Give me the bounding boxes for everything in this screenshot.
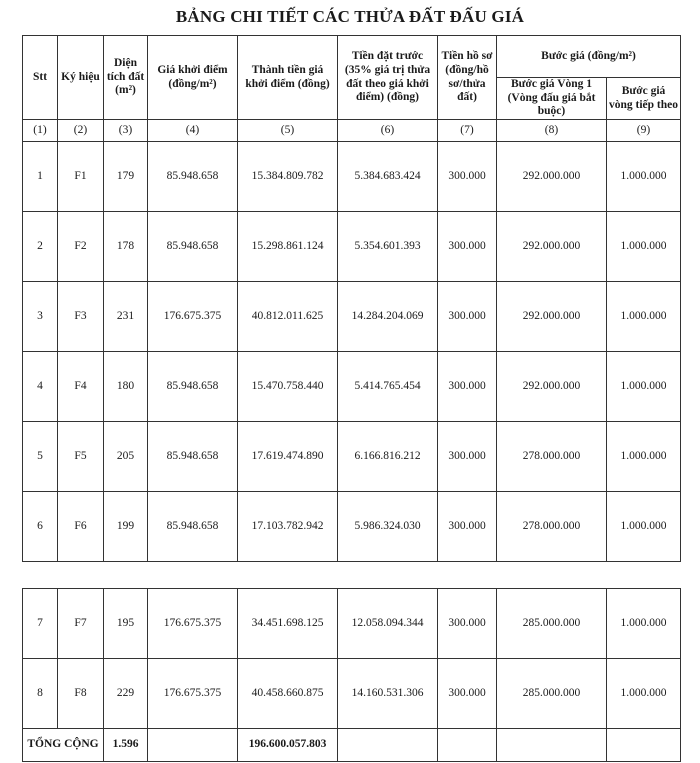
- total-row: [23, 729, 681, 762]
- total-amount: 196.600.057.803: [238, 729, 338, 762]
- column-number-cell: (4): [148, 120, 238, 142]
- table-cell: 4: [23, 352, 58, 422]
- table-cell: 1.000.000: [607, 492, 681, 562]
- total-empty-cell: [338, 729, 438, 762]
- table-cell: 15.298.861.124: [238, 212, 338, 282]
- table-cell: F1: [58, 142, 104, 212]
- table-cell: 285.000.000: [497, 589, 607, 659]
- table-cell: 12.058.094.344: [338, 589, 438, 659]
- header-buoc-gia: Bước giá (đồng/m²): [497, 36, 681, 78]
- table-row: [23, 282, 681, 352]
- table-row: [23, 212, 681, 282]
- column-number-cell: (9): [607, 120, 681, 142]
- table-cell: 17.103.782.942: [238, 492, 338, 562]
- table-cell: 176.675.375: [148, 589, 238, 659]
- table-cell: F2: [58, 212, 104, 282]
- table-cell: 178: [104, 212, 148, 282]
- table-cell: 5.354.601.393: [338, 212, 438, 282]
- table-cell: 85.948.658: [148, 212, 238, 282]
- table-cell: 180: [104, 352, 148, 422]
- column-number-cell: (1): [23, 120, 58, 142]
- table-body-page-1: [23, 142, 681, 562]
- table-cell: F6: [58, 492, 104, 562]
- table-cell: 5.986.324.030: [338, 492, 438, 562]
- table-cell: 300.000: [438, 422, 497, 492]
- table-cell: 278.000.000: [497, 492, 607, 562]
- header-thanh-tien: Thành tiền giá khởi điểm (đồng): [238, 36, 338, 120]
- table-cell: 6: [23, 492, 58, 562]
- header-buoc-gia-vong-1: Bước giá Vòng 1 (Vòng đấu giá bắt buộc): [497, 78, 607, 120]
- table-body-page-2: [23, 589, 681, 729]
- table-cell: 3: [23, 282, 58, 352]
- table-cell: 292.000.000: [497, 142, 607, 212]
- table-cell: F5: [58, 422, 104, 492]
- table-cell: 5: [23, 422, 58, 492]
- table-cell: 5.414.765.454: [338, 352, 438, 422]
- table-cell: 1.000.000: [607, 422, 681, 492]
- table-cell: 85.948.658: [148, 492, 238, 562]
- header-ky-hieu: Ký hiệu: [58, 36, 104, 120]
- table-cell: 300.000: [438, 352, 497, 422]
- table-cell: 17.619.474.890: [238, 422, 338, 492]
- auction-table-page-1: [22, 35, 681, 562]
- table-cell: 1.000.000: [607, 212, 681, 282]
- table-cell: 1.000.000: [607, 352, 681, 422]
- table-row: [23, 659, 681, 729]
- table-cell: 278.000.000: [497, 422, 607, 492]
- table-cell: 1.000.000: [607, 659, 681, 729]
- table-cell: 300.000: [438, 212, 497, 282]
- table-cell: 292.000.000: [497, 282, 607, 352]
- table-cell: 205: [104, 422, 148, 492]
- table-cell: 285.000.000: [497, 659, 607, 729]
- column-number-cell: (2): [58, 120, 104, 142]
- total-label: TỔNG CỘNG: [23, 729, 104, 762]
- table-row: [23, 422, 681, 492]
- table-cell: 1: [23, 142, 58, 212]
- total-empty-cell: [438, 729, 497, 762]
- table-row: [23, 589, 681, 659]
- table-cell: 2: [23, 212, 58, 282]
- table-cell: 85.948.658: [148, 352, 238, 422]
- table-cell: 300.000: [438, 659, 497, 729]
- table-cell: 300.000: [438, 282, 497, 352]
- column-number-cell: (8): [497, 120, 607, 142]
- total-empty-cell: [148, 729, 238, 762]
- column-number-row: [23, 120, 681, 142]
- total-empty-cell: [607, 729, 681, 762]
- table-cell: 14.284.204.069: [338, 282, 438, 352]
- table-cell: 8: [23, 659, 58, 729]
- table-row: [23, 142, 681, 212]
- table-row: [23, 352, 681, 422]
- header-gia-khoi-diem: Giá khởi điểm (đồng/m²): [148, 36, 238, 120]
- header-dien-tich: Diện tích đất (m²): [104, 36, 148, 120]
- table-cell: 231: [104, 282, 148, 352]
- table-cell: 195: [104, 589, 148, 659]
- table-cell: 176.675.375: [148, 659, 238, 729]
- table-cell: 6.166.816.212: [338, 422, 438, 492]
- header-buoc-gia-tiep-theo: Bước giá vòng tiếp theo: [607, 78, 681, 120]
- table-cell: 1.000.000: [607, 142, 681, 212]
- header-tien-dat-truoc: Tiền đặt trước (35% giá trị thửa đất theo giá khởi điểm) (đồng): [338, 36, 438, 120]
- total-empty-cell: [497, 729, 607, 762]
- table-cell: 179: [104, 142, 148, 212]
- table-cell: 1.000.000: [607, 282, 681, 352]
- column-number-cell: (3): [104, 120, 148, 142]
- table-cell: 85.948.658: [148, 142, 238, 212]
- table-cell: 5.384.683.424: [338, 142, 438, 212]
- table-cell: 292.000.000: [497, 212, 607, 282]
- table-cell: 300.000: [438, 492, 497, 562]
- table-cell: F8: [58, 659, 104, 729]
- table-cell: 14.160.531.306: [338, 659, 438, 729]
- table-cell: 85.948.658: [148, 422, 238, 492]
- table-cell: 7: [23, 589, 58, 659]
- table-cell: 40.812.011.625: [238, 282, 338, 352]
- table-row: [23, 492, 681, 562]
- table-cell: 34.451.698.125: [238, 589, 338, 659]
- table-cell: 15.470.758.440: [238, 352, 338, 422]
- table-cell: 40.458.660.875: [238, 659, 338, 729]
- table-cell: 300.000: [438, 589, 497, 659]
- total-area: 1.596: [104, 729, 148, 762]
- column-number-cell: (7): [438, 120, 497, 142]
- table-cell: 229: [104, 659, 148, 729]
- header-tien-ho-so: Tiền hồ sơ (đồng/hồ sơ/thửa đất): [438, 36, 497, 120]
- table-cell: 15.384.809.782: [238, 142, 338, 212]
- table-cell: 176.675.375: [148, 282, 238, 352]
- auction-table-page-2: [22, 588, 681, 762]
- table-cell: 199: [104, 492, 148, 562]
- table-cell: 300.000: [438, 142, 497, 212]
- table-cell: F7: [58, 589, 104, 659]
- table-cell: 1.000.000: [607, 589, 681, 659]
- table-cell: F3: [58, 282, 104, 352]
- table-cell: 292.000.000: [497, 352, 607, 422]
- page-title: BẢNG CHI TIẾT CÁC THỬA ĐẤT ĐẤU GIÁ: [175, 7, 525, 26]
- column-number-cell: (5): [238, 120, 338, 142]
- column-number-cell: (6): [338, 120, 438, 142]
- header-stt: Stt: [23, 36, 58, 120]
- table-cell: F4: [58, 352, 104, 422]
